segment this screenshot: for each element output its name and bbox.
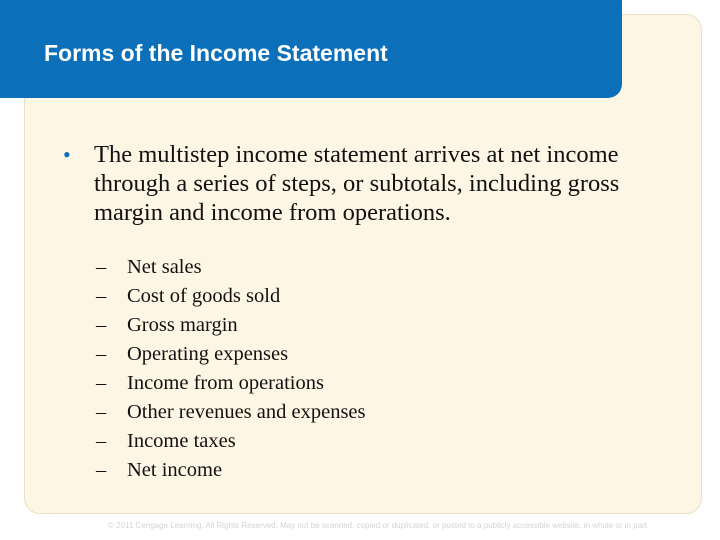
sub-bullet-text: Cost of goods sold bbox=[127, 285, 281, 307]
title-bar bbox=[0, 0, 622, 98]
dash-icon: – bbox=[96, 401, 107, 423]
sub-bullet-item bbox=[96, 253, 366, 282]
sub-bullet-text: Net income bbox=[127, 459, 223, 481]
sub-bullet-text: Gross margin bbox=[127, 314, 238, 336]
sub-bullet-list bbox=[96, 253, 366, 485]
sub-bullet-item bbox=[96, 398, 366, 427]
sub-bullet-item bbox=[96, 427, 366, 456]
sub-bullet-item bbox=[96, 369, 366, 398]
sub-bullet-item bbox=[96, 311, 366, 340]
sub-bullet-text: Income from operations bbox=[127, 372, 324, 394]
bullet-dot-icon: • bbox=[63, 142, 71, 167]
copyright-footer: © 2011 Cengage Learning. All Rights Reserved. May not be scanned, copied or duplicated, or posted to a publicly accessible website, in whole or in part. bbox=[108, 521, 650, 530]
sub-bullet-text: Income taxes bbox=[127, 430, 236, 452]
dash-icon: – bbox=[96, 256, 107, 278]
dash-icon: – bbox=[96, 285, 107, 307]
sub-bullet-text: Other revenues and expenses bbox=[127, 401, 366, 423]
sub-bullet-item bbox=[96, 456, 366, 485]
sub-bullet-text: Net sales bbox=[127, 256, 202, 278]
sub-bullet-item bbox=[96, 340, 366, 369]
sub-bullet-item bbox=[96, 282, 366, 311]
slide-title: Forms of the Income Statement bbox=[44, 40, 388, 66]
dash-icon: – bbox=[96, 314, 107, 336]
dash-icon: – bbox=[96, 372, 107, 394]
dash-icon: – bbox=[96, 459, 107, 481]
sub-bullet-text: Operating expenses bbox=[127, 343, 289, 365]
dash-icon: – bbox=[96, 343, 107, 365]
main-bullet bbox=[63, 140, 654, 227]
main-bullet-text: The multistep income statement arrives at net income through a series of steps, or subtotals, including gross margin and income from operations. bbox=[94, 141, 620, 226]
dash-icon: – bbox=[96, 430, 107, 452]
